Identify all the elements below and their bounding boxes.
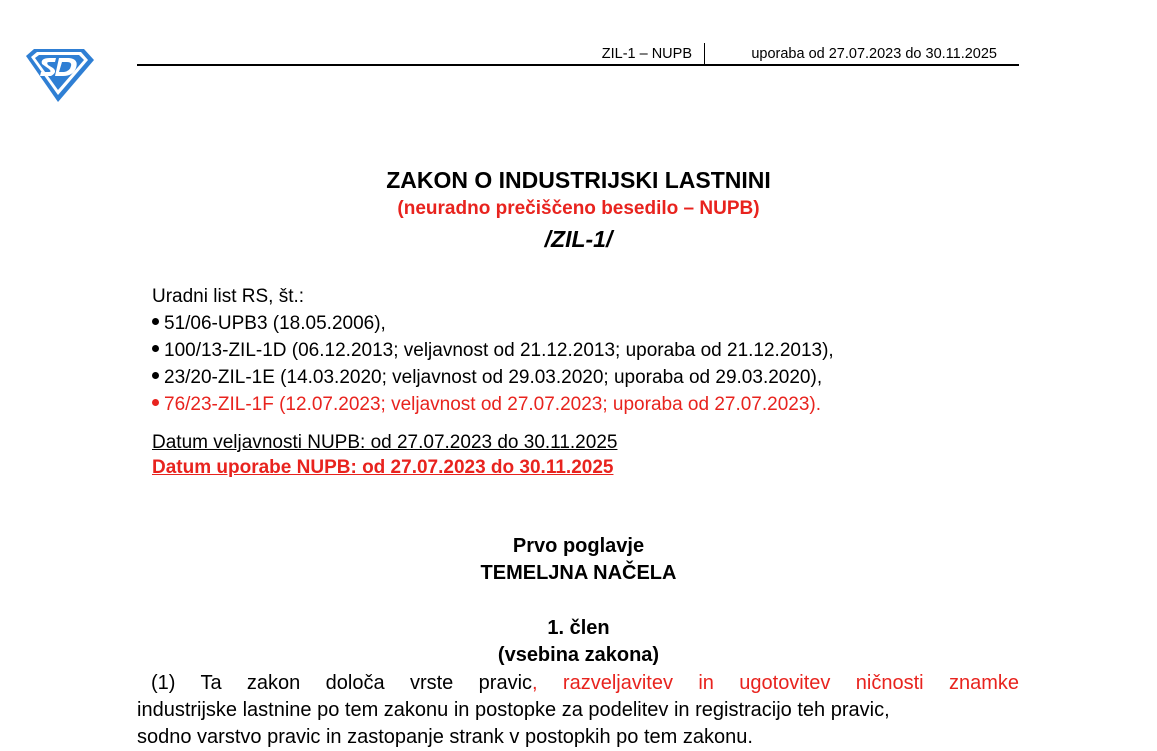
paragraph-line: industrijske lastnine po tem zakonu in postopke za podelitev in registracijo teh pravic, xyxy=(137,699,890,721)
running-header xyxy=(137,44,1019,66)
document-abbreviation: /ZIL-1/ xyxy=(544,226,613,252)
gazette-item: 23/20-ZIL-1E (14.03.2020; veljavnost od 29.03.2020; uporaba od 29.03.2020), xyxy=(152,364,834,391)
bullet-icon xyxy=(152,345,159,352)
gazette-label: Uradni list RS, št.: xyxy=(152,286,305,307)
gazette-item: 51/06-UPB3 (18.05.2006), xyxy=(152,310,834,337)
article-paragraph xyxy=(137,670,1019,751)
paragraph-line: (1) Ta zakon določa vrste pravic, razveljavitev in ugotovitev ničnosti znamke xyxy=(151,672,1019,694)
validity-date: Datum veljavnosti NUPB: od 27.07.2023 do 30.11.2025 xyxy=(152,432,618,453)
document-title: ZAKON O INDUSTRIJSKI LASTNINI xyxy=(386,167,771,193)
paragraph-line: sodno varstvo pravic in zastopanje strank v postopkih po tem zakonu. xyxy=(137,726,753,748)
logo xyxy=(22,46,96,104)
gazette-item: 100/13-ZIL-1D (06.12.2013; veljavnost od 21.12.2013; uporaba od 21.12.2013), xyxy=(152,337,834,364)
chapter-title: TEMELJNA NAČELA xyxy=(480,562,677,584)
article-title: (vsebina zakona) xyxy=(497,644,660,666)
header-usage: uporaba od 27.07.2023 do 30.11.2025 xyxy=(751,46,997,62)
header-code: ZIL-1 – NUPB xyxy=(601,46,692,62)
bullet-icon xyxy=(152,318,159,325)
gazette-list xyxy=(152,283,834,418)
header-separator xyxy=(704,43,705,64)
validity-dates xyxy=(152,430,617,480)
gazette-item-latest: 76/23-ZIL-1F (12.07.2023; veljavnost od 27.07.2023; uporaba od 27.07.2023). xyxy=(152,391,834,418)
bullet-icon xyxy=(152,372,159,379)
article-heading: 1. člen xyxy=(547,617,610,639)
bullet-icon xyxy=(152,399,159,406)
usage-date: Datum uporabe NUPB: od 27.07.2023 do 30.11.2025 xyxy=(152,457,614,478)
chapter-heading: Prvo poglavje xyxy=(512,535,645,557)
document-subtitle: (neuradno prečiščeno besedilo – NUPB) xyxy=(397,198,760,219)
